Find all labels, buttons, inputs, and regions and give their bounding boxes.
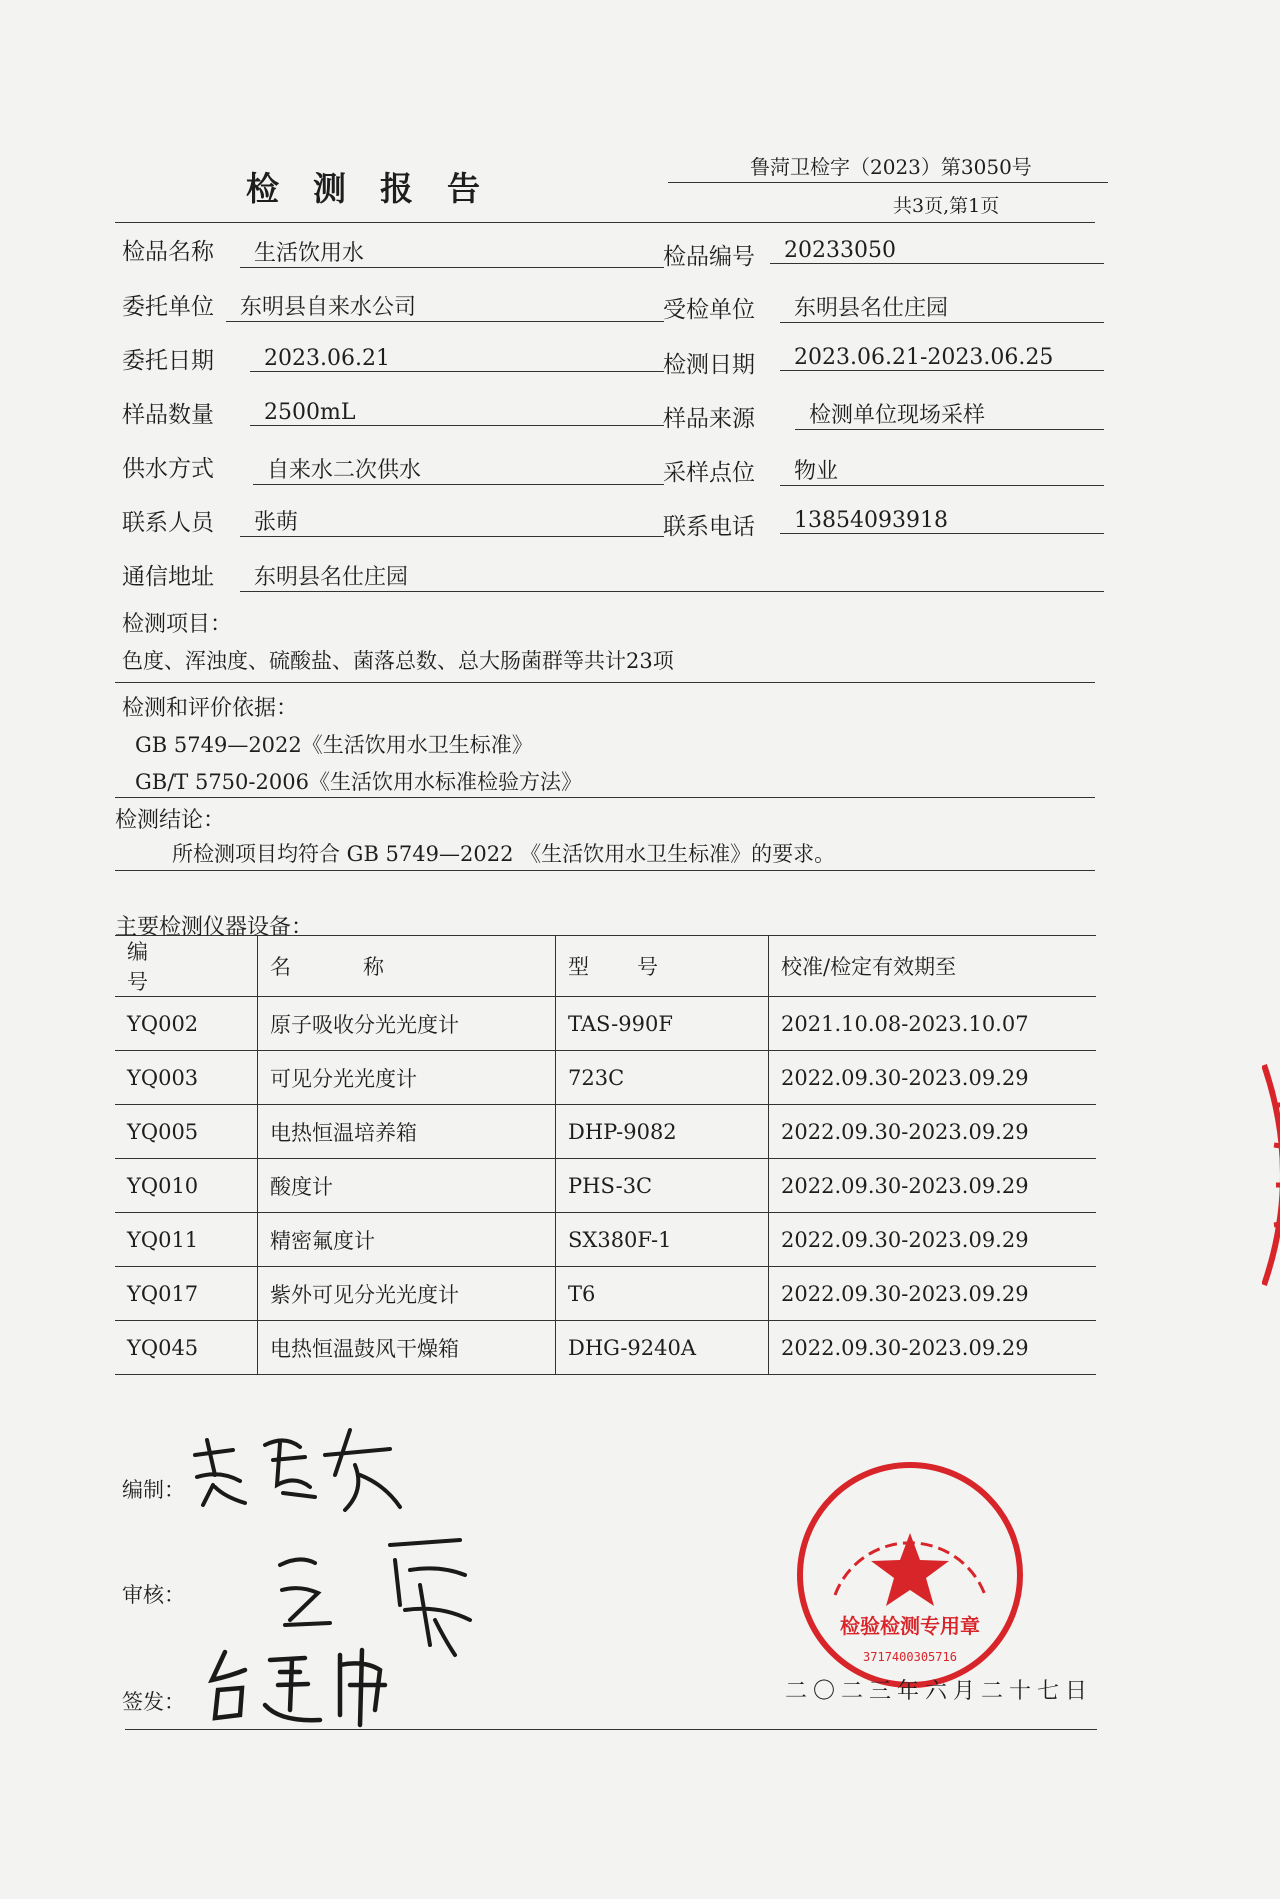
table-row (115, 1213, 1096, 1267)
basis-divider (115, 797, 1095, 798)
cell-model: SX380F-1 (556, 1213, 769, 1267)
col-header-name: 名称 (258, 936, 556, 997)
cell-name: 电热恒温培养箱 (258, 1105, 556, 1159)
cell-name: 酸度计 (258, 1159, 556, 1213)
cell-name: 精密氟度计 (258, 1213, 556, 1267)
table-row (115, 997, 1096, 1051)
cell-name: 原子吸收分光光度计 (258, 997, 556, 1051)
cell-model: PHS-3C (556, 1159, 769, 1213)
cell-model: T6 (556, 1267, 769, 1321)
cell-valid: 2021.10.08-2023.10.07 (769, 997, 1097, 1051)
cell-id: YQ017 (115, 1267, 258, 1321)
cell-valid: 2022.09.30-2023.09.29 (769, 1267, 1097, 1321)
table-row (115, 1321, 1096, 1375)
field-label-sample-qty: 样品数量 (122, 402, 214, 428)
field-value-sample-source: 检测单位现场采样 (795, 398, 1104, 430)
field-label-sample-number: 检品编号 (663, 244, 755, 270)
field-label-contact-phone: 联系电话 (663, 514, 755, 540)
cell-name: 紫外可见分光光度计 (258, 1267, 556, 1321)
bottom-rule (125, 1729, 1097, 1730)
report-title: 检测报告 (246, 169, 514, 208)
field-label-client: 委托单位 (122, 294, 214, 320)
cell-id: YQ002 (115, 997, 258, 1051)
field-value-client: 东明县自来水公司 (226, 290, 664, 322)
compiled-by-signature (185, 1415, 425, 1515)
test-items-text: 色度、浑浊度、硫酸盐、菌落总数、总大肠菌群等共计23项 (122, 649, 674, 673)
cell-id: YQ003 (115, 1051, 258, 1105)
field-label-sample-name: 检品名称 (122, 239, 214, 265)
field-value-supply-method: 自来水二次供水 (253, 453, 664, 485)
field-value-test-date: 2023.06.21-2023.06.25 (780, 345, 1104, 371)
instruments-table (115, 935, 1096, 1375)
test-items-title: 检测项目： (122, 612, 233, 637)
field-value-sampling-point: 物业 (780, 454, 1104, 486)
report-number: 鲁菏卫检字（2023）第3050号 (750, 155, 1032, 179)
cell-id: YQ011 (115, 1213, 258, 1267)
field-value-inspected-unit: 东明县名仕庄园 (780, 291, 1104, 323)
field-value-contact-phone: 13854093918 (780, 508, 1104, 534)
seal-code: 3717400305716 (863, 1650, 957, 1664)
field-value-sample-name: 生活饮用水 (240, 236, 664, 268)
reviewed-by-label: 审核： (122, 1583, 185, 1607)
issue-date: 二〇二三年六月二十七日 (785, 1679, 1094, 1704)
field-label-address: 通信地址 (122, 564, 214, 590)
cell-name: 可见分光光度计 (258, 1051, 556, 1105)
basis-standard-1: GB 5749—2022《生活饮用水卫生标准》 (135, 733, 533, 757)
table-header-row (115, 936, 1096, 997)
cell-id: YQ010 (115, 1159, 258, 1213)
field-label-test-date: 检测日期 (663, 352, 755, 378)
field-value-address: 东明县名仕庄园 (240, 560, 1104, 592)
conclusion-text: 所检测项目均符合 GB 5749—2022 《生活饮用水卫生标准》的要求。 (172, 842, 836, 866)
table-row (115, 1051, 1096, 1105)
header-rule (668, 182, 1108, 183)
cell-model: DHG-9240A (556, 1321, 769, 1375)
approved-by-signature (200, 1640, 420, 1730)
cell-valid: 2022.09.30-2023.09.29 (769, 1105, 1097, 1159)
cell-id: YQ005 (115, 1105, 258, 1159)
cell-name: 电热恒温鼓风干燥箱 (258, 1321, 556, 1375)
field-label-contact-person: 联系人员 (122, 510, 214, 536)
field-label-sample-source: 样品来源 (663, 406, 755, 432)
col-header-id: 编号 (115, 936, 258, 997)
table-row (115, 1105, 1096, 1159)
cell-id: YQ045 (115, 1321, 258, 1375)
seal-text: 检验检测专用章 (840, 1614, 980, 1638)
field-label-sampling-point: 采样点位 (663, 460, 755, 486)
basis-standard-2: GB/T 5750-2006《生活饮用水标准检验方法》 (135, 770, 582, 794)
field-value-sample-number: 20233050 (770, 238, 1104, 264)
field-value-entrust-date: 2023.06.21 (250, 346, 664, 372)
compiled-by-label: 编制： (122, 1478, 185, 1502)
edge-seal-fragment (1262, 1055, 1280, 1295)
table-row (115, 1267, 1096, 1321)
official-seal (790, 1455, 1030, 1695)
cell-valid: 2022.09.30-2023.09.29 (769, 1159, 1097, 1213)
field-value-contact-person: 张萌 (240, 505, 664, 537)
cell-valid: 2022.09.30-2023.09.29 (769, 1051, 1097, 1105)
field-label-supply-method: 供水方式 (122, 456, 214, 482)
col-header-model: 型号 (556, 936, 769, 997)
conclusion-title: 检测结论： (115, 808, 226, 833)
field-label-entrust-date: 委托日期 (122, 348, 214, 374)
cell-model: TAS-990F (556, 997, 769, 1051)
header-divider (115, 222, 1095, 223)
cell-model: DHP-9082 (556, 1105, 769, 1159)
page-count: 共3页,第1页 (893, 195, 1000, 217)
col-header-valid-until: 校准/检定有效期至 (769, 936, 1097, 997)
cell-valid: 2022.09.30-2023.09.29 (769, 1321, 1097, 1375)
instruments-title: 主要检测仪器设备： (115, 915, 314, 940)
table-row (115, 1159, 1096, 1213)
test-items-divider (115, 682, 1095, 683)
cell-valid: 2022.09.30-2023.09.29 (769, 1213, 1097, 1267)
field-value-sample-qty: 2500mL (250, 400, 664, 426)
conclusion-divider (115, 870, 1095, 871)
basis-title: 检测和评价依据： (122, 696, 299, 721)
field-label-inspected-unit: 受检单位 (663, 297, 755, 323)
cell-model: 723C (556, 1051, 769, 1105)
approved-by-label: 签发： (122, 1690, 185, 1714)
